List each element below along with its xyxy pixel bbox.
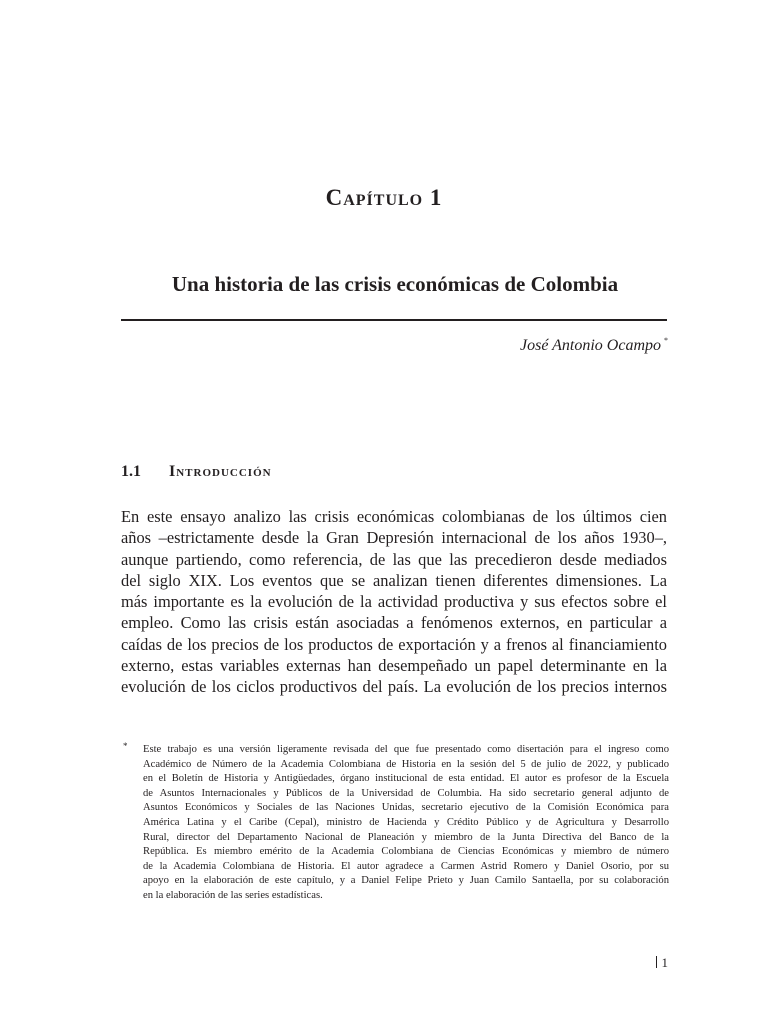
section-title: Introducción <box>169 463 272 480</box>
footnote-line: Académico de Número de la Academia Colombiana de Historia en la sesión del 5 de julio de 2022, y publicado <box>143 758 669 770</box>
footnote-line: América Latina y el Caribe (Cepal), ministro de Hacienda y Crédito Público y de Agricultura y Desarrollo <box>143 816 669 828</box>
page-number-separator <box>656 956 657 968</box>
section-heading <box>121 463 272 481</box>
body-line: externo, estas variables externas han desempeñado un papel determinante en la <box>121 656 667 676</box>
footnote-line: Este trabajo es una versión ligeramente revisada del que fue presentado como disertación para el ingreso como <box>143 744 669 755</box>
author-name: José Antonio Ocampo <box>519 337 661 354</box>
footnote-line: República. Es miembro emérito de la Academia Colombiana de Ciencias Económicas y miembro de número <box>143 846 669 858</box>
chapter-title: Una historia de las crisis económicas de Colombia <box>171 272 619 296</box>
title-divider <box>121 319 667 321</box>
body-line: evolución de los ciclos productivos del país. La evolución de los precios internos <box>121 677 667 697</box>
body-line: caídas de los precios de los productos de exportación y a frenos al financiamiento <box>121 634 667 654</box>
body-line: más importante es la evolución de la actividad productiva y sus efectos sobre el <box>121 592 667 612</box>
footnote-line: de Asuntos Internacionales y Públicos de la Universidad de Columbia. Ha sido secretario general adjunto de <box>143 787 669 799</box>
footnote-line: Rural, director del Departamento Nacional de Planeación y miembro de la Junta Directiva del Banco de la <box>143 831 669 843</box>
body-line: empleo. Como las crisis están asociadas a fenómenos externos, en particular a <box>121 613 667 633</box>
body-line: del siglo XIX. Los eventos que se analizan tienen diferentes dimensiones. La <box>121 570 667 590</box>
author-line <box>520 336 668 355</box>
footnote-line: en la elaboración de las series estadísticas. <box>143 889 323 901</box>
author-footnote-marker: * <box>664 336 668 345</box>
body-line: años –estrictamente desde la Gran Depresión internacional de los años 1930–, <box>121 528 667 548</box>
body-line: En este ensayo analizo las crisis económicas colombianas de los últimos cien <box>121 507 667 526</box>
footnote-line: en el Boletín de Historia y Antigüedades, órgano institucional de esta entidad. El autor es profesor de la Escuela <box>143 773 669 785</box>
page-number-value: 1 <box>661 955 668 970</box>
footnote-text <box>143 743 669 904</box>
footnote-line: Asuntos Económicos y Sociales de las Naciones Unidas, secretario ejecutivo de la Comisión Económica para <box>143 802 669 814</box>
footnote-line: apoyo en la elaboración de este capítulo, y a Daniel Felipe Prieto y Juan Camilo Santaella, por su colaboración <box>143 875 669 887</box>
footnote-line: de la Academia Colombiana de Historia. El autor agradece a Carmen Astrid Romero y Daniel Osorio, por su <box>143 860 669 872</box>
page-number <box>656 955 669 971</box>
footnote-marker: * <box>123 741 128 751</box>
body-line: aunque partiendo, como referencia, de las que las precedieron desde mediados <box>121 549 667 569</box>
body-paragraph <box>121 506 667 698</box>
section-number: 1.1 <box>121 463 141 480</box>
chapter-label: Capítulo 1 <box>325 185 443 210</box>
